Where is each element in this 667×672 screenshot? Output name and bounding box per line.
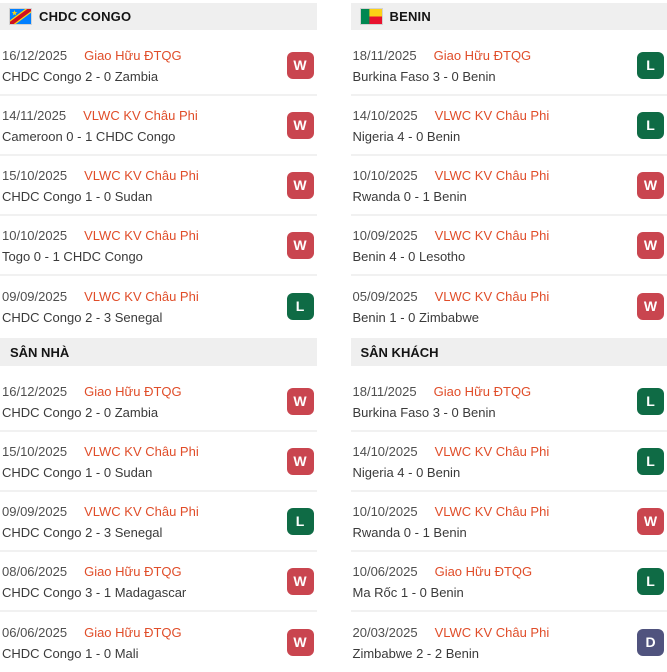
match-result: CHDC Congo 1 - 0 Sudan (2, 465, 199, 480)
match-row[interactable] (0, 552, 317, 612)
recent-form-list-left (0, 36, 317, 336)
match-row[interactable] (0, 492, 317, 552)
match-info (2, 107, 198, 144)
match-date: 20/03/2025 (353, 625, 418, 640)
match-date: 10/10/2025 (353, 504, 418, 519)
outcome-badge: L (637, 112, 664, 139)
match-info (2, 288, 199, 325)
match-date: 15/10/2025 (2, 444, 67, 459)
match-result: Togo 0 - 1 CHDC Congo (2, 249, 199, 264)
outcome-badge: L (287, 508, 314, 535)
section-title-home: SÂN NHÀ (10, 345, 69, 360)
match-competition[interactable]: Giao Hữu ĐTQG (84, 48, 182, 63)
match-row[interactable] (0, 36, 317, 96)
team-name-left: CHDC CONGO (39, 9, 131, 24)
outcome-badge: W (287, 388, 314, 415)
match-row[interactable] (351, 492, 667, 552)
match-date: 08/06/2025 (2, 564, 67, 579)
match-row[interactable] (351, 552, 667, 612)
match-row[interactable] (351, 372, 667, 432)
match-competition[interactable]: Giao Hữu ĐTQG (84, 384, 182, 399)
match-info (353, 107, 550, 144)
match-result: CHDC Congo 1 - 0 Sudan (2, 189, 199, 204)
match-date: 15/10/2025 (2, 168, 67, 183)
match-result: Rwanda 0 - 1 Benin (353, 189, 550, 204)
match-info (2, 167, 199, 204)
match-competition[interactable]: Giao Hữu ĐTQG (84, 625, 182, 640)
match-info (353, 443, 550, 480)
match-date: 14/10/2025 (353, 108, 418, 123)
match-row[interactable] (0, 612, 317, 672)
form-comparison (0, 3, 667, 672)
section-title-away: SÂN KHÁCH (361, 345, 439, 360)
match-row[interactable] (0, 156, 317, 216)
team-name-right: BENIN (390, 9, 431, 24)
match-result: CHDC Congo 2 - 0 Zambia (2, 69, 182, 84)
match-result: Burkina Faso 3 - 0 Benin (353, 405, 532, 420)
match-date: 10/09/2025 (353, 228, 418, 243)
outcome-badge: W (287, 629, 314, 656)
match-competition[interactable]: VLWC KV Châu Phi (435, 108, 550, 123)
match-result: Nigeria 4 - 0 Benin (353, 129, 550, 144)
match-result: Burkina Faso 3 - 0 Benin (353, 69, 532, 84)
match-competition[interactable]: VLWC KV Châu Phi (435, 228, 550, 243)
match-competition[interactable]: VLWC KV Châu Phi (435, 289, 550, 304)
match-result: Rwanda 0 - 1 Benin (353, 525, 550, 540)
outcome-badge: W (637, 293, 664, 320)
match-row[interactable] (0, 216, 317, 276)
match-competition[interactable]: Giao Hữu ĐTQG (84, 564, 182, 579)
outcome-badge: W (287, 52, 314, 79)
match-date: 10/06/2025 (353, 564, 418, 579)
match-info (353, 288, 550, 325)
match-info (2, 503, 199, 540)
outcome-badge: W (287, 112, 314, 139)
match-result: Cameroon 0 - 1 CHDC Congo (2, 129, 198, 144)
match-date: 09/09/2025 (2, 504, 67, 519)
match-info (353, 563, 533, 600)
outcome-badge: W (637, 172, 664, 199)
section-header-away (351, 338, 667, 366)
match-result: CHDC Congo 3 - 1 Madagascar (2, 585, 186, 600)
outcome-badge: W (637, 508, 664, 535)
match-result: Benin 1 - 0 Zimbabwe (353, 310, 550, 325)
match-info (353, 47, 532, 84)
outcome-badge: W (287, 568, 314, 595)
outcome-badge: W (287, 172, 314, 199)
match-competition[interactable]: VLWC KV Châu Phi (435, 504, 550, 519)
match-info (353, 503, 550, 540)
team-header-right (351, 3, 667, 30)
outcome-badge: L (637, 388, 664, 415)
match-row[interactable] (351, 156, 667, 216)
outcome-badge: L (637, 448, 664, 475)
match-result: CHDC Congo 2 - 3 Senegal (2, 525, 199, 540)
match-competition[interactable]: VLWC KV Châu Phi (435, 625, 550, 640)
match-row[interactable] (351, 276, 667, 336)
match-date: 18/11/2025 (353, 384, 417, 399)
match-competition[interactable]: VLWC KV Châu Phi (435, 444, 550, 459)
match-info (353, 227, 550, 264)
outcome-badge: D (637, 629, 664, 656)
outcome-badge: W (637, 232, 664, 259)
match-date: 06/06/2025 (2, 625, 67, 640)
match-info (2, 443, 199, 480)
team-left-column (0, 3, 317, 672)
outcome-badge: W (287, 232, 314, 259)
match-competition[interactable]: VLWC KV Châu Phi (84, 289, 199, 304)
team-right-column (351, 3, 667, 672)
match-competition[interactable]: VLWC KV Châu Phi (83, 108, 198, 123)
match-date: 09/09/2025 (2, 289, 67, 304)
match-info (2, 383, 182, 420)
match-row[interactable] (0, 372, 317, 432)
recent-form-list-right (351, 36, 667, 336)
match-row[interactable] (351, 432, 667, 492)
match-competition[interactable]: Giao Hữu ĐTQG (434, 48, 532, 63)
match-date: 18/11/2025 (353, 48, 417, 63)
match-competition[interactable]: Giao Hữu ĐTQG (434, 384, 532, 399)
match-date: 16/12/2025 (2, 384, 67, 399)
match-info (353, 167, 550, 204)
benin-flag-icon (361, 9, 382, 24)
match-date: 14/10/2025 (353, 444, 418, 459)
match-date: 14/11/2025 (2, 108, 66, 123)
match-date: 10/10/2025 (353, 168, 418, 183)
match-date: 10/10/2025 (2, 228, 67, 243)
match-row[interactable] (351, 36, 667, 96)
match-competition[interactable]: VLWC KV Châu Phi (84, 444, 199, 459)
match-result: Nigeria 4 - 0 Benin (353, 465, 550, 480)
match-info (353, 383, 532, 420)
match-row[interactable] (0, 276, 317, 336)
team-header-left (0, 3, 317, 30)
match-result: Ma Rốc 1 - 0 Benin (353, 585, 533, 600)
match-info (2, 227, 199, 264)
match-competition[interactable]: VLWC KV Châu Phi (84, 228, 199, 243)
match-competition[interactable]: Giao Hữu ĐTQG (435, 564, 533, 579)
match-result: CHDC Congo 2 - 3 Senegal (2, 310, 199, 325)
match-date: 05/09/2025 (353, 289, 418, 304)
match-date: 16/12/2025 (2, 48, 67, 63)
match-info (2, 563, 186, 600)
match-result: CHDC Congo 1 - 0 Mali (2, 646, 182, 661)
dr-congo-flag-icon (10, 9, 31, 24)
match-row[interactable] (0, 432, 317, 492)
match-row[interactable] (351, 216, 667, 276)
outcome-badge: L (637, 52, 664, 79)
outcome-badge: W (287, 448, 314, 475)
match-result: Zimbabwe 2 - 2 Benin (353, 646, 550, 661)
match-competition[interactable]: VLWC KV Châu Phi (84, 504, 199, 519)
match-info (353, 624, 550, 661)
match-competition[interactable]: VLWC KV Châu Phi (435, 168, 550, 183)
match-info (2, 47, 182, 84)
match-row[interactable] (351, 96, 667, 156)
match-competition[interactable]: VLWC KV Châu Phi (84, 168, 199, 183)
away-form-list-right (351, 372, 667, 672)
section-header-home (0, 338, 317, 366)
outcome-badge: L (637, 568, 664, 595)
match-result: Benin 4 - 0 Lesotho (353, 249, 550, 264)
match-info (2, 624, 182, 661)
outcome-badge: L (287, 293, 314, 320)
home-form-list-left (0, 372, 317, 672)
match-result: CHDC Congo 2 - 0 Zambia (2, 405, 182, 420)
match-row[interactable] (0, 96, 317, 156)
match-row[interactable] (351, 612, 667, 672)
